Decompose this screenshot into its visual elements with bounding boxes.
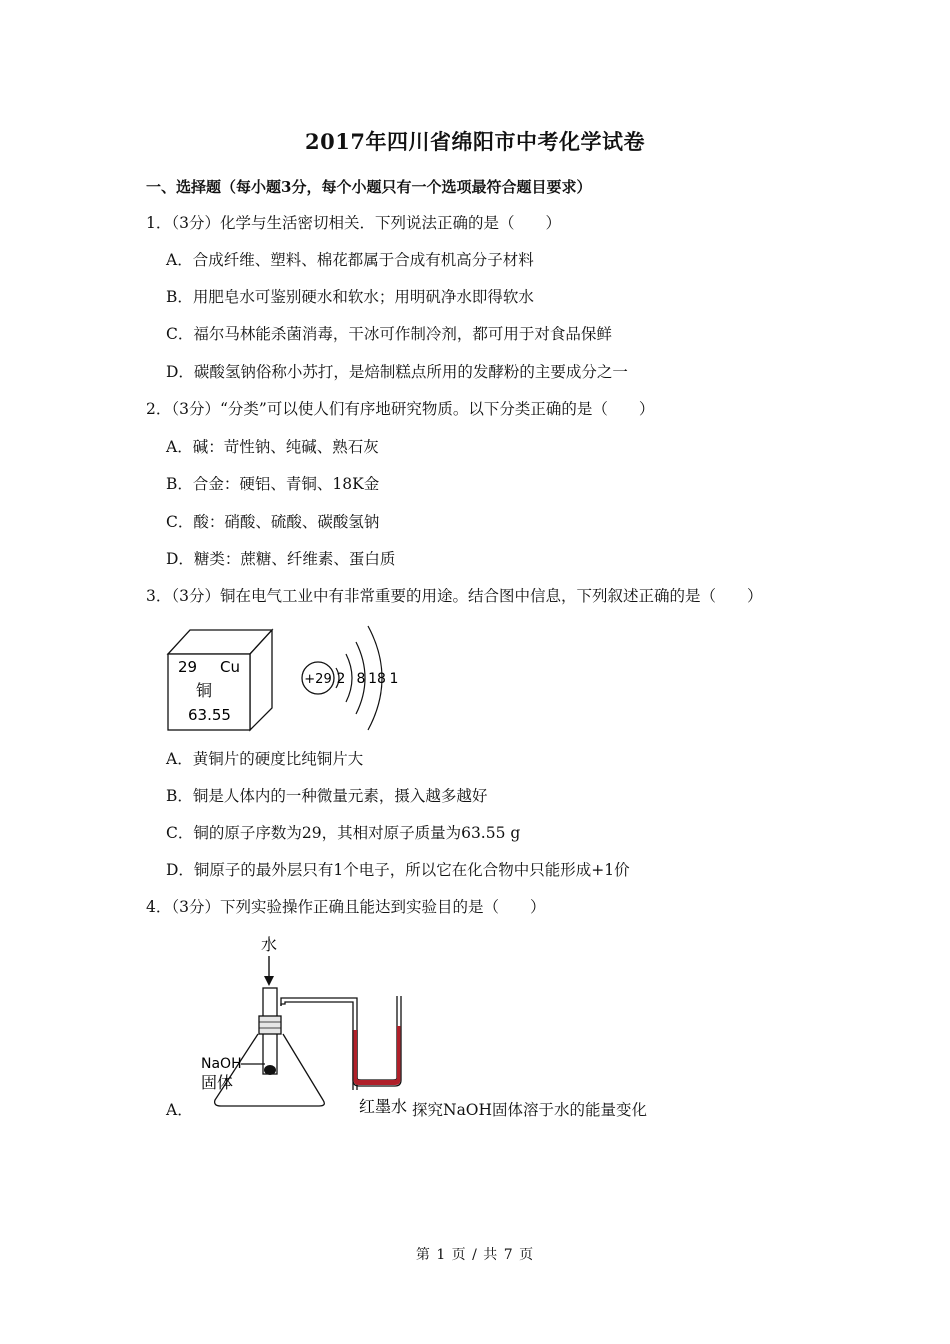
question-1-option-b: B．用肥皂水可鉴别硬水和软水；用明矾净水即得软水 [166,288,534,306]
rubber-stopper [259,1016,281,1034]
question-1-option-a: A．合成纤维、塑料、棉花都属于合成有机高分子材料 [166,251,534,269]
experiment-figure [195,930,415,1120]
question-3-option-c: C．铜的原子序数为29，其相对原子质量为63.55 g [166,824,521,842]
atom-structure-diagram [302,626,398,730]
naoh-label: NaOH [201,1056,242,1072]
page-title: 2017年四川省绵阳市中考化学试卷 [305,129,645,154]
section-heading: 一、选择题（每小题3分，每个小题只有一个选项最符合题目要求） [146,178,592,196]
element-mass: 63.55 [188,706,231,724]
question-2-option-a: A．碱：苛性钠、纯碱、熟石灰 [166,438,379,456]
question-2-option-d: D．糖类：蔗糖、纤维素、蛋白质 [166,550,396,568]
question-4-option-a: A． [166,1101,193,1119]
shell-electrons-2: 8 [356,671,366,687]
water-label: 水 [261,935,278,954]
question-4-stem: 4．（3分）下列实验操作正确且能达到实验目的是（ ） [146,898,546,916]
question-3-option-d: D．铜原子的最外层只有1个电子，所以它在化合物中只能形成+1价 [166,861,630,879]
question-2-stem: 2．（3分）“分类”可以使人们有序地研究物质。以下分类正确的是（ ） [146,400,655,418]
question-1-option-c: C．福尔马林能杀菌消毒，干冰可作制冷剂，都可用于对食品保鲜 [166,325,612,343]
page-footer: 第 1 页 / 共 7 页 [415,1247,535,1263]
down-arrow-icon [264,956,274,986]
shell-electrons-1: 2 [336,671,346,687]
question-1-stem: 1．（3分）化学与生活密切相关．下列说法正确的是（ ） [146,214,561,232]
question-3-option-b: B．铜是人体内的一种微量元素，摄入越多越好 [166,787,488,805]
element-number: 29 [178,658,198,676]
red-ink-fill [354,1026,401,1085]
question-3-option-a: A．黄铜片的硬度比纯铜片大 [166,750,364,768]
red-ink-label: 红墨水 [359,1097,408,1116]
shell-electrons-3: 18 [368,671,386,687]
question-2-option-b: B．合金：硬铝、青铜、18K金 [166,475,380,493]
question-4-option-a-caption: 探究NaOH固体溶于水的能量变化 [412,1101,648,1119]
u-tube-red-ink [353,996,401,1086]
element-card [168,630,272,730]
shell-arc-2 [346,654,352,702]
question-1-option-d: D．碳酸氢钠俗称小苏打，是焙制糕点所用的发酵粉的主要成分之一 [166,363,628,381]
element-symbol: Cu [220,658,240,676]
question-2-option-c: C．酸：硝酸、硫酸、碳酸氢钠 [166,513,380,531]
element-name: 铜 [196,681,213,700]
copper-element-figure [160,624,410,736]
shell-electrons-4: 1 [389,671,399,687]
connecting-tube [281,998,357,1090]
question-3-stem: 3．（3分）铜在电气工业中有非常重要的用途。结合图中信息，下列叙述正确的是（ ） [146,587,763,605]
nucleus-charge: +29 [304,672,332,687]
solid-label: 固体 [201,1073,234,1092]
